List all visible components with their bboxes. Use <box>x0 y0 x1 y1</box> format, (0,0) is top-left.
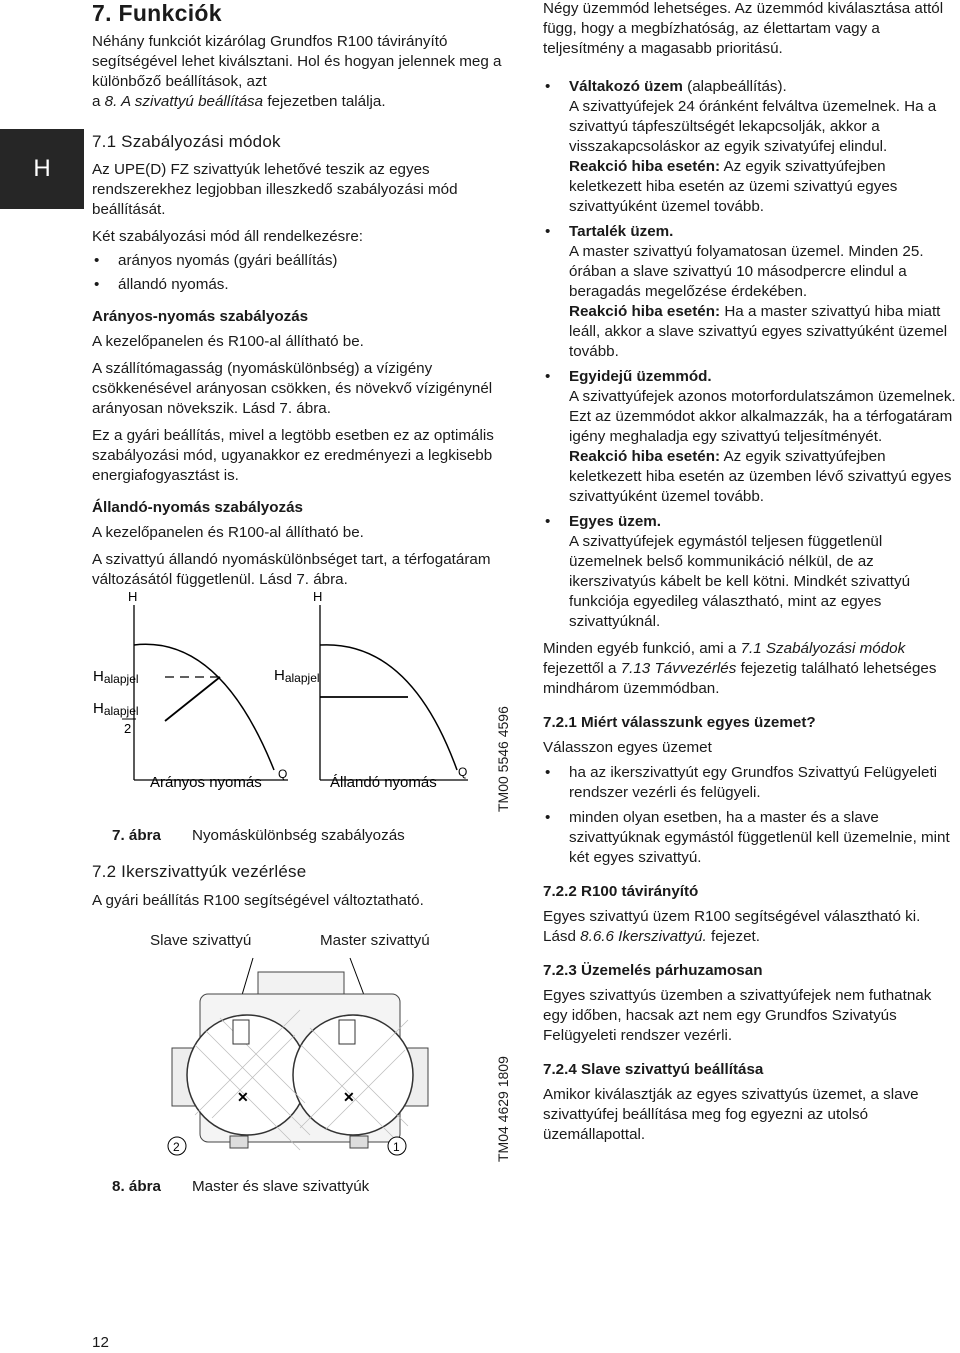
other-functions-paragraph <box>543 639 957 699</box>
fig8-caption <box>112 1177 492 1197</box>
mode-react-label: Reakció hiba esetén: <box>569 158 721 175</box>
mode-react-label: Reakció hiba esetén: <box>569 448 721 465</box>
fig7-caption-num: 7. ábra <box>112 827 161 844</box>
fig8-foot-right <box>350 1136 368 1148</box>
s71-bullet: • arányos nyomás (gyári beállítás) <box>92 251 510 271</box>
fig8-marker-1-label: 1 <box>393 1140 400 1154</box>
fig8-pump-top <box>258 972 344 994</box>
s721-bullet: • ha az ikerszivattyút egy Grundfos Szivattyú Felügyeleti rendszer vezérli és felügyeli. <box>543 763 957 803</box>
page-number: 12 <box>92 1334 109 1351</box>
fig7-right-h-label: H <box>313 589 323 604</box>
intro-paragraph <box>92 32 510 112</box>
s724-paragraph: Amikor kiválasztják az egyes szivattyús üzemet, a slave szivattyúfej beállítása meg fog egyezni az utolsó üzemállapottal. <box>543 1086 919 1143</box>
fig7-half-label: 2 <box>124 721 132 736</box>
mode-desc: A master szivattyú folyamatosan üzemel. Minden 25. órában a slave szivattyú 10 másodpercre elindul a beragadás megelőzése érdekében. <box>569 243 924 300</box>
fig7-left-graph <box>93 589 288 791</box>
section-title-7-2-4: 7.2.4 Slave szivattyú beállítása <box>543 1061 764 1078</box>
fig8-leader-slave <box>242 958 253 995</box>
fig7-code: TM00 5546 4596 <box>495 706 511 812</box>
prop-paragraph-1: A kezelőpanelen és R100-al állítható be. <box>92 333 364 350</box>
fig7-left-curve <box>134 644 274 770</box>
fig7-right-hset-sub: alapjel <box>284 671 320 685</box>
fig7-right-q-label: Q <box>458 765 468 779</box>
fig7-left-hhalf-label <box>93 700 139 718</box>
mode-title: Egyes üzem. <box>569 513 662 530</box>
other-a: Minden egyéb funkció, ami a <box>543 640 741 657</box>
mode-item <box>543 512 957 632</box>
s722-paragraph <box>543 907 957 947</box>
mode-item <box>543 367 957 507</box>
fig7-right-hset-label <box>274 667 320 685</box>
fig8-pump-body <box>168 958 428 1155</box>
const-title: Állandó-nyomás szabályozás <box>92 499 304 516</box>
fig7-caption <box>112 826 492 846</box>
section-title-7-1: 7.1 Szabályozási módok <box>92 132 281 151</box>
fig7-caption-text: Nyomáskülönbség szabályozás <box>192 827 405 844</box>
fig8-leader-master <box>350 958 364 995</box>
chapter-tab <box>0 129 84 209</box>
fig7-prop-caption: Arányos nyomás <box>150 774 262 791</box>
const-paragraph-2: A szivattyú állandó nyomáskülönbséget tart, a térfogatáram változásától függetlenül. Lásd 7. ábra. <box>92 551 491 588</box>
fig7-right-hset-main: H <box>274 667 285 684</box>
mode-list <box>543 77 957 632</box>
chapter-tab-label: H <box>33 155 51 182</box>
intro-ref: 8. A szivattyú beállítása <box>104 93 264 110</box>
fig8-master-label: Master szivattyú <box>320 932 430 949</box>
s722-a: Egyes szivattyú üzem R100 segítségével választható ki. Lásd <box>543 908 921 945</box>
fig8-master-logo-icon: ✕ <box>343 1089 355 1105</box>
fig8-slave-panel <box>233 1020 249 1044</box>
s722-b: fejezet. <box>706 928 760 945</box>
mode-react-label: Reakció hiba esetén: <box>569 303 721 320</box>
const-paragraph-1: A kezelőpanelen és R100-al állítható be. <box>92 524 364 541</box>
intro-text: Néhány funkciót kizárólag Grundfos R100 távirányító segítségével lehet kiválsztani. Hol és hogyan jelennek meg a különbőző beállítások, azt <box>92 33 502 90</box>
section-title-7: 7. Funkciók <box>92 0 222 26</box>
other-b: fejezettől a <box>543 660 621 677</box>
s71-paragraph-2: Két szabályozási mód áll rendelkezésre: <box>92 228 363 245</box>
mode-desc: A szivattyúfejek azonos motorfordulatszámon üzemelnek. Ezt az üzemmódot akkor alkalmazzák, ha a térfogatáram igény meghaladja egy szivattyú teljesítményét. <box>569 388 956 445</box>
intro-end-b: fejezetben találja. <box>263 93 386 110</box>
mode-react-text: Az egyik szivattyúfejben keletkezett hiba esetén az üzemben lévő szivattyú egyes szivattyúként üzemel tovább. <box>569 448 952 505</box>
prop-title: Arányos-nyomás szabályozás <box>92 308 309 325</box>
fig7-const-caption: Állandó nyomás <box>330 774 437 791</box>
section-title-7-2-3: 7.2.3 Üzemelés párhuzamosan <box>543 962 763 979</box>
fig8-foot-left <box>230 1136 248 1148</box>
fig7-hhalf-main: H <box>93 700 104 717</box>
s723-paragraph: Egyes szivattyús üzemben a szivattyúfejek nem futhatnak egy időben, hacsak azt nem egy Grundfos Szivatyús Felügyeleti rendszer vezérli. <box>543 987 932 1044</box>
mode-title: Tartalék üzem. <box>569 223 674 240</box>
mode-react-text: Az egyik szivattyúfejben keletkezett hiba esetén az üzemi szivattyú egyes szivattyúként üzemel tovább. <box>569 158 898 215</box>
fig8-slave-label: Slave szivattyú <box>150 932 252 949</box>
section-title-7-2: 7.2 Ikerszivattyúk vezérlése <box>92 862 307 881</box>
fig7-right-curve <box>320 645 457 770</box>
fig7-left-h-label: H <box>128 589 138 604</box>
prop-paragraph-3: Ez a gyári beállítás, mivel a legtöbb esetben ez az optimális szabályozási mód, ugyanakkor ez eredményezi a legkisebb energiafogyasztást is. <box>92 427 494 484</box>
other-c: fejezetig található lehetséges mindhárom üzemmódban. <box>543 660 937 697</box>
fig7-prop-line <box>165 677 220 721</box>
section-title-7-2-1: 7.2.1 Miért válasszunk egyes üzemet? <box>543 714 816 731</box>
fig8-caption-num: 8. ábra <box>112 1178 161 1195</box>
s721-paragraph: Válasszon egyes üzemet <box>543 739 712 756</box>
fig8-code: TM04 4629 1809 <box>495 1056 511 1162</box>
modes-intro: Négy üzemmód lehetséges. Az üzemmód kiválasztása attól függ, hogy a megbízhatóság, az élettartam vagy a teljesítmény a magasabb prioritású. <box>543 0 944 57</box>
mode-desc: A szivattyúfejek egymástól teljesen függetlenül üzemelnek belső kommunikáció nélkül, de az ikerszivatyús kábelt be kell kötni. Mindkét szivattyú funkciója egyedileg választható, mint az egyes szivattyúknál. <box>569 533 911 630</box>
figure-8-drawing <box>150 950 450 1165</box>
fig7-hset-main: H <box>93 668 104 685</box>
fig7-hset-sub: alapjel <box>103 672 139 686</box>
mode-title: Váltakozó üzem <box>569 78 683 95</box>
fig8-slave-logo-icon: ✕ <box>237 1089 249 1105</box>
fig7-left-hset-label <box>93 668 139 686</box>
other-ref2: 7.13 Távvezérlés <box>620 660 737 677</box>
s721-bullet: • minden olyan esetben, ha a master és a slave szivattyúknak egymástól függetlenül kell üzemelnie, mint két egyes szivattyú. <box>543 808 957 868</box>
s71-bullet: • állandó nyomás. <box>92 275 510 295</box>
prop-paragraph-2: A szállítómagasság (nyomáskülönbség) a vízigény csökkenésével arányosan csökken, és növekvő vízigénynél arányosan növekszik. Lásd 7. ábra. <box>92 360 493 417</box>
fig8-master-panel <box>339 1020 355 1044</box>
fig7-right-graph <box>274 589 468 791</box>
mode-title: Egyidejű üzemmód. <box>569 368 712 385</box>
s71-paragraph-1: Az UPE(D) FZ szivattyúk lehetővé teszik az egyes rendszerekhez legjobban illeszkedő szabályozási mód beállítását. <box>92 161 458 218</box>
mode-title-suffix: (alapbeállítás). <box>682 78 787 95</box>
mode-react-text: Ha a master szivattyú hiba miatt leáll, akkor a slave szivattyú egyes szivattyúként üzemel tovább. <box>569 303 948 360</box>
figure-7-diagram <box>90 585 490 800</box>
fig7-hhalf-sub: alapjel <box>103 704 139 718</box>
mode-item <box>543 222 957 362</box>
s722-ref: 8.6.6 Ikerszivattyú. <box>580 928 707 945</box>
fig8-marker-2-label: 2 <box>173 1140 180 1154</box>
s72-paragraph: A gyári beállítás R100 segítségével változtatható. <box>92 892 424 909</box>
intro-end-a: a <box>92 93 105 110</box>
section-title-7-2-2: 7.2.2 R100 távirányító <box>543 883 699 900</box>
mode-item <box>543 77 957 217</box>
mode-desc: A szivattyúfejek 24 óránként felváltva üzemelnek. Ha a szivattyú tápfeszültségét lekapcsolják, akkor a visszakapcsoláskor az egyik szivatyúfej elindul. <box>569 98 937 155</box>
other-ref1: 7.1 Szabályozási módok <box>740 640 906 657</box>
fig7-left-q-label: Q <box>278 767 288 781</box>
fig8-caption-text: Master és slave szivattyúk <box>192 1178 370 1195</box>
right-column <box>543 0 957 1145</box>
left-column <box>92 0 510 590</box>
